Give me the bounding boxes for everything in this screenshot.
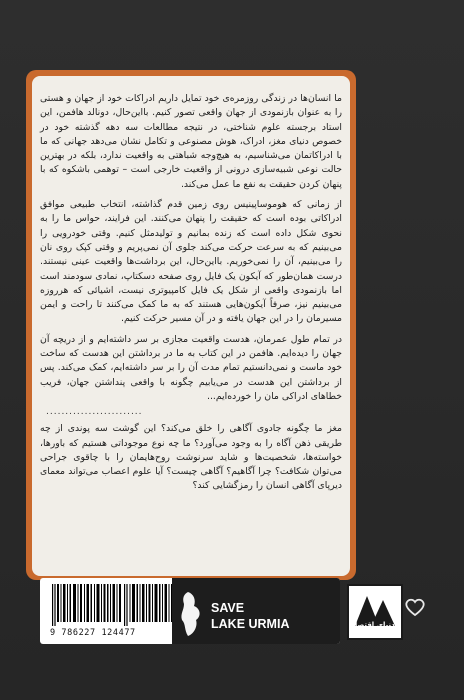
isbn-number: 9 786227 124477 [50,628,136,638]
campaign-text [211,600,331,632]
lake-urmia-icon [178,590,204,638]
blurb-paragraph-1: ما انسان‌ها در زندگی روزمره‌ی خود تمایل داریم ادراکات خود از جهان و هستی را به عنوان بازنمودی از جهان واقعی تصور کنیم. بااین‌حال، دونالد هافمن، این استاد برجسته علوم شناختی، در نتیجه مطالعات سه دهه گذشته خود در خصوص دنیای مغز، ادراک، هوش مصنوعی و تکامل نشان می‌دهد جهانی که ما با ادراکاتمان می‌شناسیم، به هیچ‌وجه شباهتی به واقعیت ندارد، بلکه در بهترین حالت نوعی شبیه‌سازی درونی از واقعیت خارجی است – توهمی باشکوه که با پنهان کردن حقیقت به نفع ما عمل می‌کند. [40,93,342,190]
publisher-logo [347,584,403,640]
blurb-text [40,92,342,500]
campaign-line-2: LAKE URMIA [211,617,290,631]
questions-paragraph: مغز ما چگونه جادوی آگاهی را خلق می‌کند؟ این گوشت سه پوندی از چه طریقی ذهن آگاه را به وجود می‌آورد؟ ما چه نوع موجوداتی هستیم که باورها، خواسته‌ها، شخصیت‌ها و شاید سرنوشت روح‌هایمان را با چاقوی جراحی می‌توان شکافت؟ چرا آگاهیم؟ آگاهی چیست؟ آیا علوم اعصاب می‌تواند معمای دیرپای آگاهی انسان را رمزگشایی کند؟ [40,423,342,492]
blurb-paragraph-2: از زمانی که هوموساپینیس روی زمین قدم گذاشته، انتخاب طبیعی موافق ادراکاتی بوده است که حقیقت را پنهان می‌کنند. این فرایند، حواس ما را به نحوی شکل داده است که زنده بمانیم و تولیدمثل کنیم. وقتی خودرویی را می‌بینیم که به سرعت حرکت می‌کند جلوی آن نمی‌پریم و وقتی کپک روی نان را می‌بینیم، آن را نمی‌خوریم. بااین‌حال، این برداشت‌ها واقعیت عینی نیستند. درست همان‌طور که آیکون یک فایل روی صفحه دسکتاپ، نمادی سودمند است اما بازنمودی واقعی از شکل یک فایل کامپیوتری نیست، اشیائی که هرروزه می‌بینیم نیز، صرفاً آیکون‌هایی هستند که به ما کمک می‌کنند تا راحت و ایمن مسیرمان را در این جهان یافته و در آن مسیر حرکت کنیم. [40,199,342,325]
campaign-line-1: SAVE [211,601,245,615]
publisher-logo-text: دنیای اقتصاد [351,621,395,629]
heart-icon [404,596,426,618]
blurb-paragraph-3: در تمام طول عمرمان، هدست واقعیت مجازی بر سر داشته‌ایم و از دریچه آن جهان را دیده‌ایم. هافمن در این کتاب به ما در برداشتن این هدست که ساخت خود ماست و نمی‌دانستیم تمام مدت آن را بر سر داشته‌ایم، کمک می‌کند. پس از برداشتن این هدست در می‌یابیم چگونه با واقعی پنداشتن جهان، فریب خطاهای ادراکی مان را خورده‌ایم... [40,333,342,402]
dotted-separator: ......................... [46,407,143,418]
